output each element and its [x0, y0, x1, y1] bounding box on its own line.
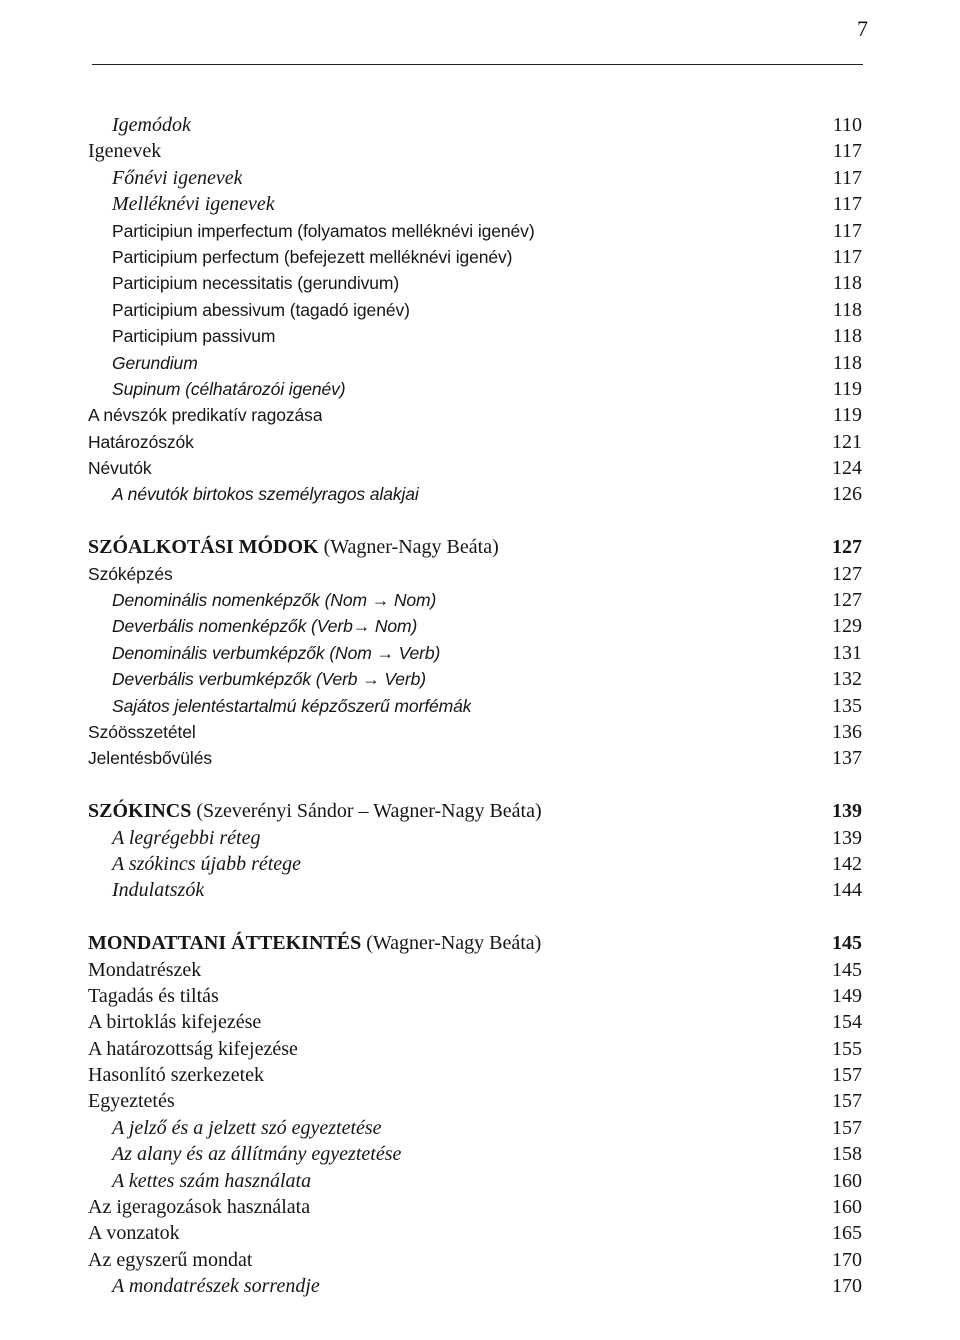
toc-entry-page: 126	[832, 483, 862, 506]
toc-entry-page: 158	[832, 1143, 862, 1166]
toc-entry-page: 117	[832, 193, 862, 216]
toc-entry[interactable]	[88, 138, 862, 164]
toc-entry-title: Határozószók	[88, 431, 194, 452]
toc-entry-title: Egyeztetés	[88, 1090, 175, 1113]
toc-entry-page: 117	[832, 166, 862, 189]
toc-entry[interactable]	[88, 877, 862, 903]
toc-entry-page: 118	[832, 351, 862, 374]
toc-entry[interactable]	[88, 957, 862, 983]
toc-entry-title: Tagadás és tiltás	[88, 984, 219, 1007]
toc-entry-title: Az egyszerű mondat	[88, 1248, 253, 1271]
toc-section-heading-mondattan[interactable]	[88, 930, 862, 956]
toc-entry-title: Participiun imperfectum (folyamatos melléknévi igenév)	[112, 220, 535, 241]
toc-entry-page: 119	[832, 404, 862, 427]
toc-entry-page: 127	[832, 589, 862, 612]
toc-entry-page: 155	[832, 1037, 862, 1060]
toc-entry[interactable]	[88, 1062, 862, 1088]
toc-entry[interactable]	[88, 323, 862, 349]
toc-entry-page: 118	[832, 272, 862, 295]
toc-entry[interactable]	[88, 561, 862, 587]
toc-entry-title: Szóképzés	[88, 563, 173, 584]
toc-entry-title: Jelentésbővülés	[88, 748, 212, 769]
toc-entry-title: Igenevek	[88, 140, 162, 163]
toc-entry[interactable]	[88, 1168, 862, 1194]
section-page-number: 139	[832, 800, 862, 823]
toc-section-4-entries	[88, 957, 862, 1300]
toc-section-2-entries	[88, 561, 862, 772]
toc-entry-page: 170	[832, 1248, 862, 1271]
toc-entry-title: A vonzatok	[88, 1222, 180, 1245]
toc-entry[interactable]	[88, 851, 862, 877]
toc-entry-page: 132	[832, 668, 862, 691]
toc-entry-title: Participium necessitatis (gerundivum)	[112, 273, 400, 294]
toc-entry-title: Az alany és az állítmány egyeztetése	[112, 1143, 402, 1166]
toc-entry[interactable]	[88, 613, 862, 639]
toc-entry-title: Gerundium	[112, 352, 198, 373]
toc-entry-page: 136	[832, 720, 862, 743]
toc-entry-page: 118	[832, 298, 862, 321]
toc-section-heading-szoalkotas[interactable]	[88, 534, 862, 560]
toc-entry-title: A névszók predikatív ragozása	[88, 405, 323, 426]
toc-entry-page: 170	[832, 1275, 862, 1298]
toc-entry[interactable]	[88, 376, 862, 402]
toc-entry-page: 139	[832, 826, 862, 849]
toc-entry[interactable]	[88, 218, 862, 244]
toc-entry-page: 142	[832, 852, 862, 875]
toc-entry-page: 131	[832, 641, 862, 664]
toc-entry-page: 117	[832, 245, 862, 268]
section-page-number: 127	[832, 536, 862, 559]
toc-entry-title: Az igeragozások használata	[88, 1196, 311, 1219]
toc-entry-title: Hasonlító szerkezetek	[88, 1064, 265, 1087]
toc-entry[interactable]	[88, 1220, 862, 1246]
toc-entry-page: 121	[832, 430, 862, 453]
toc-entry-page: 119	[832, 377, 862, 400]
toc-entry[interactable]	[88, 640, 862, 666]
toc-entry[interactable]	[88, 165, 862, 191]
toc-entry[interactable]	[88, 587, 862, 613]
section-title: SZÓKINCS (Szeverényi Sándor – Wagner-Nagy Beáta)	[88, 800, 542, 823]
toc-entry-title: Denominális verbumképzők (Nom → Verb)	[112, 642, 441, 663]
toc-entry-title: Szóösszetétel	[88, 721, 196, 742]
toc-entry-title: A határozottság kifejezése	[88, 1037, 298, 1060]
toc-entry-page: 165	[832, 1222, 862, 1245]
header-rule	[92, 64, 863, 65]
toc-entry-page: 160	[832, 1169, 862, 1192]
toc-entry[interactable]	[88, 297, 862, 323]
toc-entry[interactable]	[88, 1115, 862, 1141]
toc-entry-title: Igemódok	[112, 114, 191, 136]
toc-entry[interactable]	[88, 270, 862, 296]
toc-entry[interactable]	[88, 244, 862, 270]
toc-entry-page: 157	[832, 1090, 862, 1113]
toc-entry-page: 117	[832, 140, 862, 163]
table-of-contents	[88, 112, 862, 1300]
toc-entry-title: A mondatrészek sorrendje	[112, 1275, 320, 1298]
toc-entry-page: 145	[832, 958, 862, 981]
toc-entry-page: 157	[832, 1116, 862, 1139]
section-page-number: 145	[832, 932, 862, 955]
toc-entry[interactable]	[88, 481, 862, 507]
toc-entry-title: Sajátos jelentéstartalmú képzőszerű morfémák	[112, 695, 472, 716]
toc-entry-page: 135	[832, 694, 862, 717]
toc-entry-page: 154	[832, 1011, 862, 1034]
toc-entry[interactable]	[88, 1141, 862, 1167]
toc-entry[interactable]	[88, 1036, 862, 1062]
toc-entry-page: 137	[832, 747, 862, 770]
toc-entry-page: 144	[832, 879, 862, 902]
toc-entry[interactable]	[88, 402, 862, 428]
toc-entry-title: A névutók birtokos személyragos alakjai	[112, 484, 419, 505]
toc-entry-page: 127	[832, 562, 862, 585]
toc-entry-title: A birtoklás kifejezése	[88, 1011, 262, 1034]
toc-entry-title: Supinum (célhatározói igenév)	[112, 378, 346, 399]
toc-entry[interactable]	[88, 350, 862, 376]
section-title: MONDATTANI ÁTTEKINTÉS (Wagner-Nagy Beáta)	[88, 932, 542, 955]
toc-entry-title: A szókincs újabb rétege	[112, 852, 302, 875]
toc-entry-title: Denominális nomenképzők (Nom → Nom)	[112, 590, 437, 611]
toc-entry-title: Melléknévi igenevek	[112, 193, 275, 216]
toc-entry-title: A legrégebbi réteg	[112, 826, 261, 849]
toc-entry[interactable]	[88, 825, 862, 851]
toc-entry-title: A jelző és a jelzett szó egyeztetése	[112, 1116, 382, 1139]
toc-entry[interactable]	[88, 983, 862, 1009]
toc-entry-title: Főnévi igenevek	[112, 166, 243, 189]
toc-section-3-entries	[88, 825, 862, 904]
toc-entry[interactable]	[88, 1194, 862, 1220]
section-title: SZÓALKOTÁSI MÓDOK (Wagner-Nagy Beáta)	[88, 536, 499, 559]
toc-entry-title: Deverbális verbumképzők (Verb → Verb)	[112, 669, 427, 690]
toc-entry-title: Participium passivum	[112, 326, 276, 347]
toc-entry-page: 149	[832, 984, 862, 1007]
toc-entry-page: 160	[832, 1196, 862, 1219]
toc-entry-title: Névutók	[88, 458, 152, 479]
toc-entry[interactable]	[88, 191, 862, 217]
toc-entry[interactable]	[88, 112, 862, 138]
toc-entry[interactable]	[88, 693, 862, 719]
toc-entry[interactable]	[88, 1273, 862, 1299]
toc-entry-title: Deverbális nomenképzők (Verb→ Nom)	[112, 616, 418, 637]
toc-entry-page: 117	[832, 219, 862, 242]
toc-entry-page: 110	[832, 114, 862, 136]
toc-entry[interactable]	[88, 666, 862, 692]
toc-entry[interactable]	[88, 1009, 862, 1035]
toc-entry-title: A kettes szám használata	[112, 1169, 312, 1192]
toc-entry[interactable]	[88, 745, 862, 771]
toc-entry-page: 157	[832, 1064, 862, 1087]
toc-section-heading-szokincs[interactable]	[88, 798, 862, 824]
toc-entry[interactable]	[88, 1088, 862, 1114]
page-number: 7	[857, 16, 868, 41]
toc-entry[interactable]	[88, 719, 862, 745]
toc-entry-page: 118	[832, 325, 862, 348]
toc-entry[interactable]	[88, 1247, 862, 1273]
toc-entry-page: 129	[832, 615, 862, 638]
toc-entry[interactable]	[88, 429, 862, 455]
toc-entry-title: Participium abessivum (tagadó igenév)	[112, 299, 410, 320]
toc-entry-title: Participium perfectum (befejezett melléknévi igenév)	[112, 246, 513, 267]
toc-group-1	[88, 112, 862, 508]
toc-entry-title: Indulatszók	[112, 879, 205, 902]
toc-entry-title: Mondatrészek	[88, 958, 202, 981]
toc-entry[interactable]	[88, 455, 862, 481]
toc-entry-page: 124	[832, 457, 862, 480]
